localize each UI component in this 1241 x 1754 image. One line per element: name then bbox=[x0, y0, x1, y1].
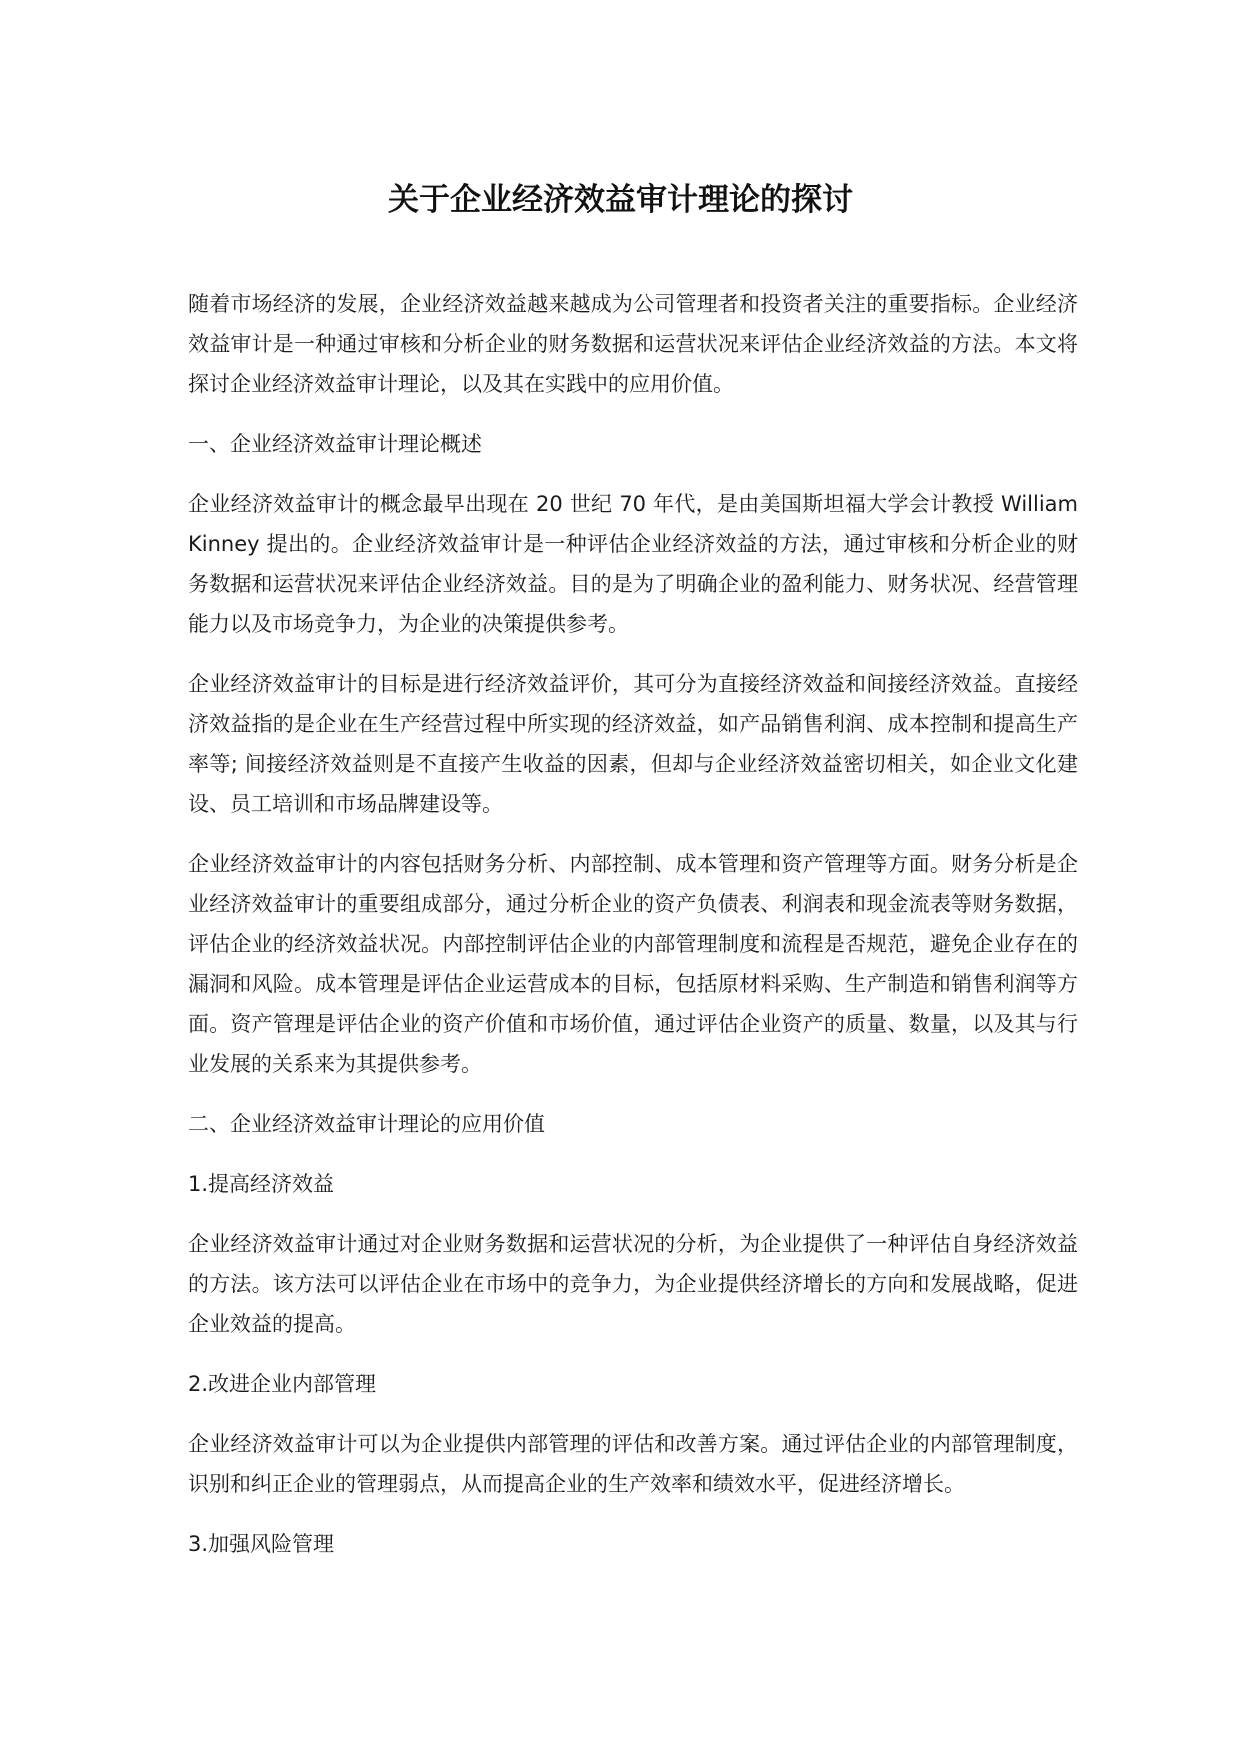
document-title: 关于企业经济效益审计理论的探讨 bbox=[388, 182, 853, 218]
paragraph-content: 企业经济效益审计的内容包括财务分析、内部控制、成本管理和资产管理等方面。财务分析是企业经济效益审计的重要组成部分，通过分析企业的资产负债表、利润表和现金流表等财务数据，评估企业的经济效益状况。内部控制评估企业的内部管理制度和流程是否规范，避免企业存在的漏洞和风险。成本管理是评估企业运营成本的目标，包括原材料采购、生产制造和销售利润等方面。资产管理是评估企业的资产价值和市场价值，通过评估企业资产的质量、数量，以及其与行业发展的关系来为其提供参考。 bbox=[188, 852, 1078, 1076]
paragraph-efficiency: 企业经济效益审计通过对企业财务数据和运营状况的分析，为企业提供了一种评估自身经济效益的方法。该方法可以评估企业在市场中的竞争力，为企业提供经济增长的方向和发展战略，促进企业效益的提高。 bbox=[188, 1232, 1078, 1336]
paragraph-concept: 企业经济效益审计的概念最早出现在 20 世纪 70 年代，是由美国斯坦福大学会计教授 William Kinney 提出的。企业经济效益审计是一种评估企业经济效益的方法，通过审核和分析企业的财务数据和运营状况来评估企业经济效益。目的是为了明确企业的盈利能力、财务状况、经营管理能力以及市场竞争力，为企业的决策提供参考。 bbox=[188, 492, 1078, 636]
subsection-heading-3: 3.加强风险管理 bbox=[188, 1532, 335, 1556]
section-heading-2: 二、企业经济效益审计理论的应用价值 bbox=[188, 1112, 545, 1136]
subsection-heading-2: 2.改进企业内部管理 bbox=[188, 1372, 377, 1396]
paragraph-intro: 随着市场经济的发展，企业经济效益越来越成为公司管理者和投资者关注的重要指标。企业经济效益审计是一种通过审核和分析企业的财务数据和运营状况来评估企业经济效益的方法。本文将探讨企业经济效益审计理论，以及其在实践中的应用价值。 bbox=[188, 292, 1078, 396]
paragraph-goals: 企业经济效益审计的目标是进行经济效益评价，其可分为直接经济效益和间接经济效益。直接经济效益指的是企业在生产经营过程中所实现的经济效益，如产品销售利润、成本控制和提高生产率等; 间接经济效益则是不直接产生收益的因素，但却与企业经济效益密切相关，如企业文化建设、员工培训和市场品牌建设等。 bbox=[188, 672, 1078, 816]
paragraph-internal-management: 企业经济效益审计可以为企业提供内部管理的评估和改善方案。通过评估企业的内部管理制度，识别和纠正企业的管理弱点，从而提高企业的生产效率和绩效水平，促进经济增长。 bbox=[188, 1432, 1078, 1496]
section-heading-1: 一、企业经济效益审计理论概述 bbox=[188, 432, 482, 456]
subsection-heading-1: 1.提高经济效益 bbox=[188, 1172, 335, 1196]
document-body bbox=[188, 284, 1078, 1584]
